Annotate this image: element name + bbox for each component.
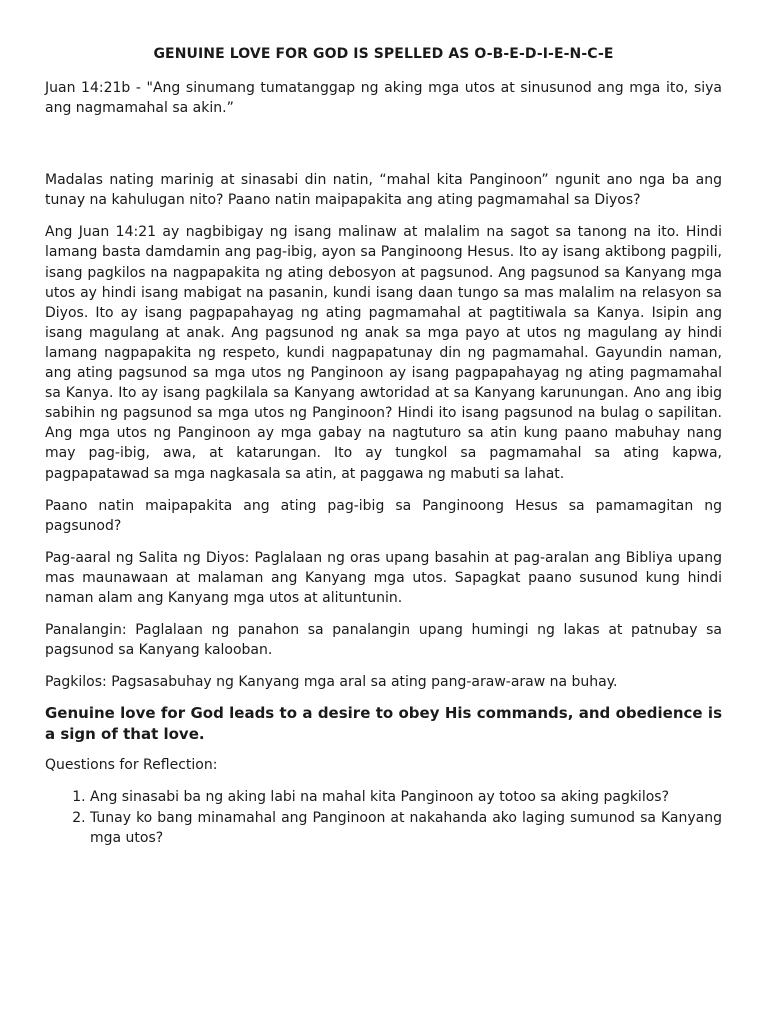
action-paragraph: Pagkilos: Pagsasabuhay ng Kanyang mga aral sa ating pang-araw-araw na buhay. bbox=[45, 674, 618, 691]
prayer-paragraph: Panalangin: Paglalaan ng panahon sa panalangin upang humingi ng lakas at patnubay sa pagsunod sa Kanyang kalooban. bbox=[45, 622, 722, 659]
reflection-list bbox=[45, 787, 722, 847]
intro-paragraph: Madalas nating marinig at sinasabi din natin, “mahal kita Panginoon” ngunit ano nga ba ang tunay na kahulugan nito? Paano natin maipapakita ang ating pagmamahal sa Diyos? bbox=[45, 172, 722, 209]
document-title: GENUINE LOVE FOR GOD IS SPELLED AS O-B-E-D-I-E-N-C-E bbox=[153, 46, 614, 62]
reflection-item: 2. Tunay ko bang minamahal ang Panginoon at nakahanda ako laging sumunod sa Kanyang mga utos? bbox=[90, 808, 722, 848]
study-paragraph: Pag-aaral ng Salita ng Diyos: Paglalaan ng oras upang basahin at pag-aralan ang Bibliya upang mas maunawaan at malaman ang Kanyang mga utos. Sapagkat paano susunod kung hindi naman alam ang Kanyang mga utos at alituntunin. bbox=[45, 549, 722, 606]
body-paragraph: Ang Juan 14:21 ay nagbibigay ng isang malinaw at malalim na sagot sa tanong na ito. Hindi lamang basta damdamin ang pag-ibig, ayon sa Panginoong Hesus. Ito ay isang aktibong pagpili, isang pagkilos na nagpapakita ng ating debosyon at pagsunod. Ang pagsunod sa Kanyang mga utos ay hindi isang mabigat na pasanin, kundi isang daan tungo sa mas malalim na relasyon sa Diyos. Ito ay isang pagpapahayag ng ating pagmamahal at pagtitiwala sa Kanya. Isipin ang isang magulang at anak. Ang pagsunod ng anak sa mga payo at utos ng magulang ay hindi lamang nagpapakita ng respeto, kundi nagpapatunay din ng pagmamahal. Gayundin naman, ang ating pagsunod sa mga utos ng Panginoon ay isang pagpapahayag ng ating pagmamahal sa Kanya. Ito ay isang pagkilala sa Kanyang awtoridad at sa Kanyang karunungan. Ano ang ibig sabihin ng pagsunod sa mga utos ng Panginoon? Hindi ito isang pagsunod na bulag o sapilitan. Ang mga utos ng Panginoon ay mga gabay na nagtuturo sa atin kung paano mabuhay nang may pag-ibig, awa, at katarungan. Ito ay tungkol sa pagmamahal sa ating kapwa, pagpapatawad sa mga nagkasala sa atin, at paggawa ng mabuti sa lahat. bbox=[45, 224, 722, 482]
reflection-item: 1. Ang sinasabi ba ng aking labi na mahal kita Panginoon ay totoo sa aking pagkilos? bbox=[90, 787, 722, 807]
question-paragraph: Paano natin maipapakita ang ating pag-ibig sa Panginoong Hesus sa pamamagitan ng pagsunod? bbox=[45, 497, 722, 534]
scripture-verse: Juan 14:21b - "Ang sinumang tumatanggap ng aking mga utos at sinusunod ang mga ito, siya ang nagmamahal sa akin.” bbox=[45, 80, 722, 117]
document-page bbox=[45, 44, 722, 848]
emphasis-statement: Genuine love for God leads to a desire to obey His commands, and obedience is a sign of that love. bbox=[45, 704, 722, 743]
reflection-label: Questions for Reflection: bbox=[45, 757, 218, 774]
